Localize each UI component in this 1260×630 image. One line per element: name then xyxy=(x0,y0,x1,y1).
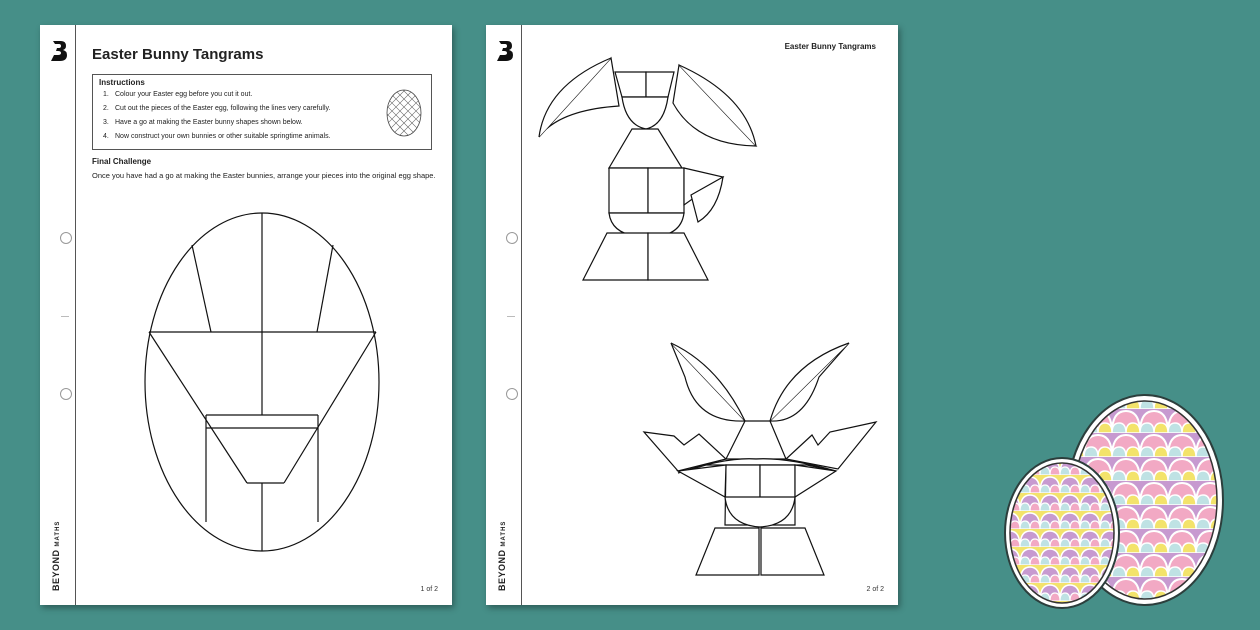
bunny2-ear-left xyxy=(671,343,745,421)
page-2-title: Easter Bunny Tangrams xyxy=(784,42,876,51)
brand-main: BEYOND xyxy=(497,549,507,591)
instruction-number: 1. xyxy=(103,91,109,98)
tangram-egg xyxy=(40,25,452,605)
bunny2-leg-right xyxy=(761,528,824,575)
final-challenge-heading: Final Challenge xyxy=(92,157,152,166)
instruction-number: 3. xyxy=(103,119,109,126)
worksheet-page-2 xyxy=(486,25,898,605)
decorated-easter-eggs xyxy=(1000,385,1230,610)
bunny2-head xyxy=(726,421,786,459)
instructions-heading: Instructions xyxy=(99,78,145,87)
brand-sub: MATHS xyxy=(501,520,507,547)
brand-main: BEYOND xyxy=(51,549,61,591)
bunny2-side-right xyxy=(795,465,836,497)
page-title: Easter Bunny Tangrams xyxy=(92,46,264,63)
page-number: 1 of 2 xyxy=(420,586,438,593)
bunny2-side-left xyxy=(678,465,726,497)
brand-sub: MATHS xyxy=(55,520,61,547)
bunny2-leg-left xyxy=(696,528,759,575)
final-challenge-text: Once you have had a go at making the Easter bunnies, arrange your pieces into the original egg shape. xyxy=(92,171,436,180)
page-number: 2 of 2 xyxy=(866,586,884,593)
instruction-text: Have a go at making the Easter bunny shapes shown below. xyxy=(115,119,303,126)
worksheet-page-1 xyxy=(40,25,452,605)
bunny-shape-2 xyxy=(486,25,898,605)
instruction-number: 2. xyxy=(103,105,109,112)
instruction-text: Now construct your own bunnies or other suitable springtime animals. xyxy=(115,133,331,140)
instruction-number: 4. xyxy=(103,133,109,140)
instruction-text: Cut out the pieces of the Easter egg, following the lines very carefully. xyxy=(115,105,331,112)
instruction-text: Colour your Easter egg before you cut it out. xyxy=(115,91,253,98)
bunny2-ear-right xyxy=(770,343,849,421)
